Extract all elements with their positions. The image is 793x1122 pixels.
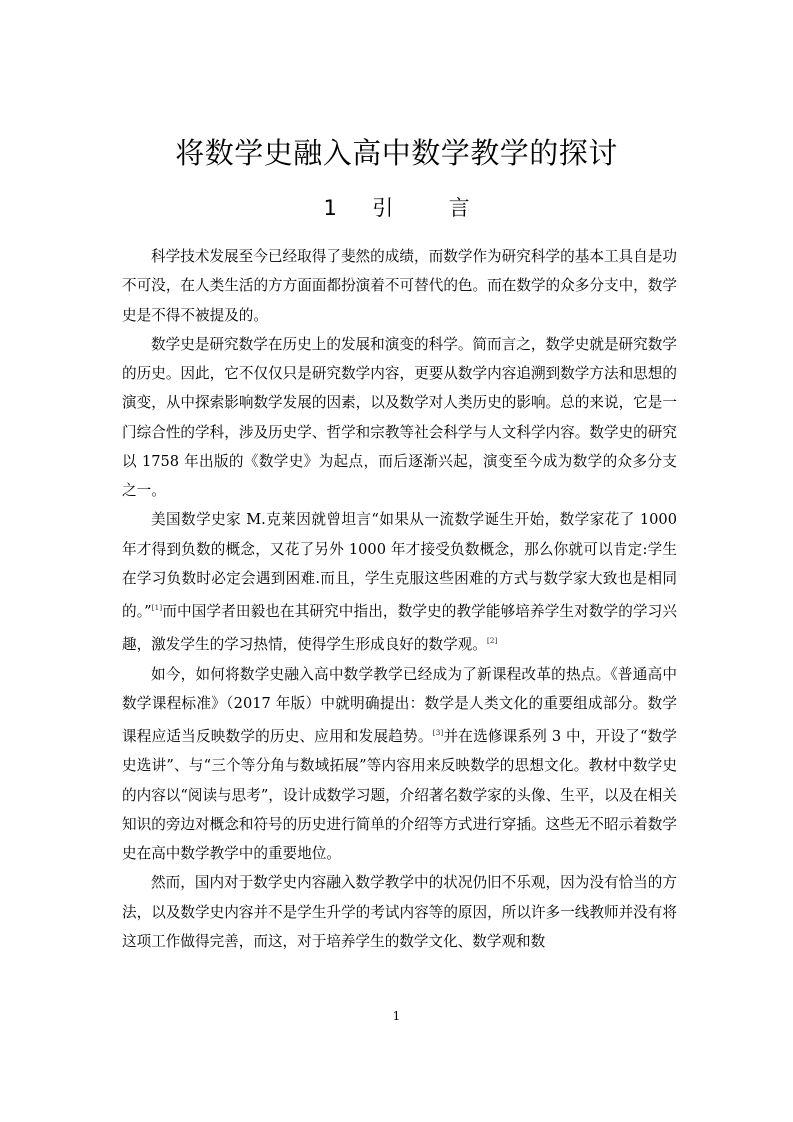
paragraph-text: 美国数学史家 M.克莱因就曾坦言“如果从一流数学诞生开始，数学家花了 1000 年才得到负数的概念，又花了另外 1000 年才接受负数概念，那么你就可以肯定:学生在学习负数时必定会遇到困难.而且，学生克服这些困难的方式与数学家大致也是相同的。” — [122, 511, 677, 620]
paragraph-text: 科学技术发展至今已经取得了斐然的成绩，而数学作为研究科学的基本工具自是功不可没，在人类生活的方方面面都扮演着不可替代的色。而在数学的众多分支中，数学史是不得不被提及的。 — [122, 248, 677, 324]
document-title: 将数学史融入高中数学教学的探讨 — [175, 136, 618, 170]
citation-marker: [3] — [432, 728, 444, 737]
paragraph-text: 然而，国内对于数学史内容融入数学教学中的状况仍旧不乐观，因为没有恰当的方法，以及数学史内容并不是学生升学的考试内容等的原因，所以许多一线教师并没有将这项工作做得完善，而这，对于培养学生的数学文化、数学观和数 — [122, 874, 677, 950]
page-number: 1 — [392, 1009, 401, 1023]
paragraph-text: 数学史是研究数学在历史上的发展和演变的科学。简而言之，数学史就是研究数学的历史。因此，它不仅仅只是研究数学内容，更要从数学内容追溯到数学方法和思想的演变，从中探索影响数学发展的因素，以及数学对人类历史的影响。总的来说，它是一门综合性的学科，涉及历史学、哲学和宗教等社会科学与人文科学内容。数学史的研究以 1758 年出版的《数学史》为起点，而后逐渐兴起，演变至今成为数学的众多分支之一。 — [122, 335, 677, 499]
section-number: 1 — [323, 196, 337, 220]
citation-marker: [1] — [151, 603, 163, 612]
body-paragraph — [122, 330, 677, 506]
section-title-char-1: 引 — [372, 196, 394, 220]
paragraph-text: 而中国学者田毅也在其研究中指出，数学史的教学能够培养学生对数学的学习兴趣，激发学生的学习热情，使得学生形成良好的数学观。 — [122, 603, 677, 654]
body-paragraph — [122, 868, 677, 956]
paragraph-text: 并在选修课系列 3 中，开设了“数学史选讲”、与“三个等分角与数域拓展”等内容用来反映数学的思想文化。教材中数学史的内容以“阅读与思考”，设计成数学习题，介绍著名数学家的头像、生平，以及在相关知识的旁边对概念和符号的历史进行简单的介绍等方式进行穿插。这些无不昭示着数学史在高中数学教学中的重要地位。 — [122, 728, 677, 862]
citation-marker: [2] — [486, 636, 498, 646]
paragraph-text: 如今，如何将数学史融入高中数学教学已经成为了新课程改革的热点。《普通高中数学课程标准》（2017 年版）中就明确提出：数学是人类文化的重要组成部分。数学课程应适当反映数学的历史、应用和发展趋势。 — [122, 665, 677, 745]
body-paragraph — [122, 505, 677, 659]
section-title-char-2: 言 — [448, 196, 470, 220]
section-heading — [0, 193, 793, 223]
body-paragraph — [122, 242, 677, 330]
body-paragraph — [122, 660, 677, 869]
body-text — [122, 242, 677, 956]
